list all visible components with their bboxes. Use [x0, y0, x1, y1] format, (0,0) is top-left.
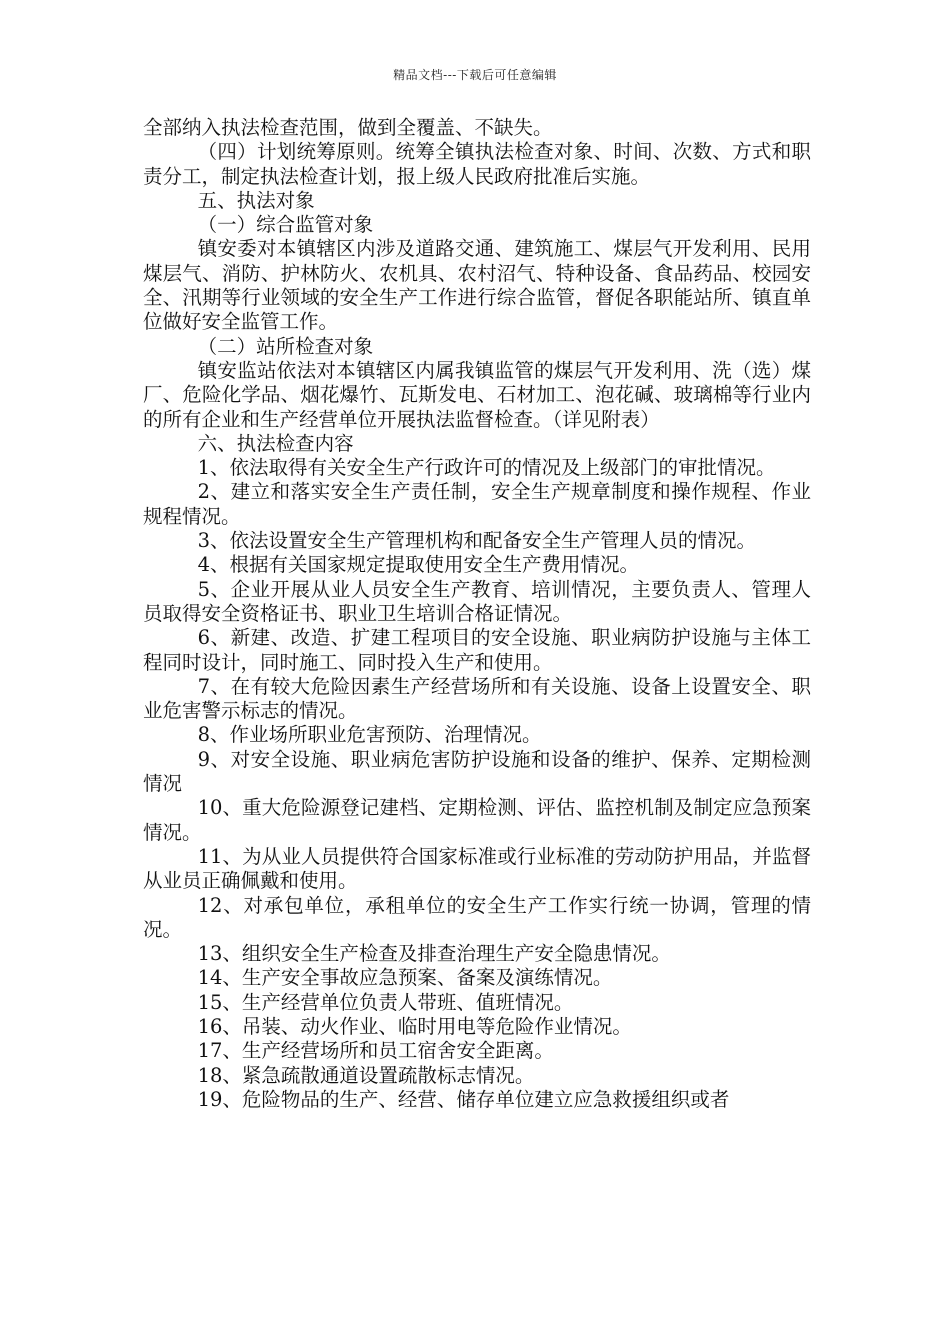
- list-item: 14、生产安全事故应急预案、备案及演练情况。: [197, 966, 613, 990]
- list-item: 13、组织安全生产检查及排查治理生产安全隐患情况。: [197, 942, 671, 966]
- list-item: 10、重大危险源登记建档、定期检测、评估、监控机制及制定应急预案情况。: [143, 796, 811, 844]
- list-item: 2、建立和落实安全生产责任制，安全生产规章制度和操作规程、作业规程情况。: [143, 480, 811, 528]
- list-item: 11、为从业人员提供符合国家标准或行业标准的劳动防护用品，并监督从业员正确佩戴和使用。: [143, 844, 811, 893]
- list-item: 3、依法设置安全生产管理机构和配备安全生产管理人员的情况。: [197, 529, 757, 553]
- list-item: 4、根据有关国家规定提取使用安全生产费用情况。: [197, 553, 640, 577]
- paragraph: （四）计划统筹原则。统筹全镇执法检查对象、时间、次数、方式和职责分工，制定执法检查计划，报上级人民政府批准后实施。: [143, 140, 811, 188]
- list-item: 15、生产经营单位负责人带班、值班情况。: [197, 990, 574, 1014]
- list-item: 6、新建、改造、扩建工程项目的安全设施、职业病防护设施与主体工程同时设计，同时施工、同时投入生产和使用。: [143, 626, 811, 674]
- list-item: 1、依法取得有关安全生产行政许可的情况及上级部门的审批情况。: [197, 456, 776, 480]
- page-header: 精品文档---下载后可任意编辑: [393, 68, 557, 82]
- paragraph: 镇安委对本镇辖区内涉及道路交通、建筑施工、煤层气开发利用、民用煤层气、消防、护林防火、农机具、农村沼气、特种设备、食品药品、校园安全、汛期等行业领域的安全生产工作进行综合监管，督促各职能站所、镇直单位做好安全监管工作。: [143, 237, 811, 334]
- list-item: 18、紧急疏散通道设置疏散标志情况。: [197, 1063, 535, 1087]
- list-item: 5、企业开展从业人员安全生产教育、培训情况，主要负责人、管理人员取得安全资格证书、职业卫生培训合格证情况。: [143, 577, 811, 625]
- list-item: 8、作业场所职业危害预防、治理情况。: [197, 723, 542, 747]
- subsection-heading: （一）综合监管对象: [197, 213, 374, 237]
- list-item: 19、危险物品的生产、经营、储存单位建立应急救援组织或者: [197, 1087, 730, 1111]
- paragraph: 镇安监站依法对本镇辖区内属我镇监管的煤层气开发利用、洗（选）煤厂、危险化学品、烟花爆竹、瓦斯发电、石材加工、泡花碱、玻璃棉等行业内的所有企业和生产经营单位开展执法监督检查。（详见附表）: [143, 358, 811, 431]
- document-body: [143, 116, 811, 1112]
- section-heading: 五、执法对象: [197, 188, 315, 212]
- list-item: 7、在有较大危险因素生产经营场所和有关设施、设备上设置安全、职业危害警示标志的情况。: [143, 674, 811, 723]
- section-heading: 六、执法检查内容: [197, 431, 354, 455]
- list-item: 16、吊装、动火作业、临时用电等危险作业情况。: [197, 1014, 632, 1038]
- list-item: 17、生产经营场所和员工宿舍安全距离。: [197, 1039, 554, 1063]
- list-item: 12、对承包单位，承租单位的安全生产工作实行统一协调，管理的情况。: [143, 893, 811, 941]
- list-item: 9、对安全设施、职业病危害防护设施和设备的维护、保养、定期检测情况: [143, 747, 811, 796]
- paragraph: 全部纳入执法检查范围，做到全覆盖、不缺失。: [143, 116, 553, 139]
- subsection-heading: （二）站所检查对象: [197, 334, 374, 358]
